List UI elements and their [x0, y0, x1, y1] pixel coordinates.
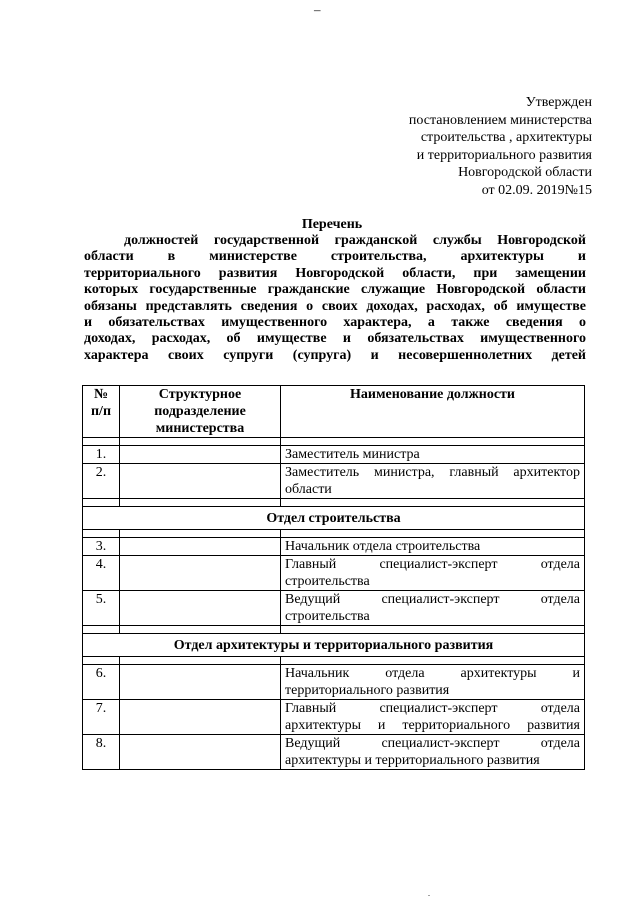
approval-block	[409, 94, 592, 199]
intro-line: которых государственные гражданские служащие Новгородской области	[84, 282, 586, 298]
row-dept	[120, 538, 281, 556]
intro-line: должностей государственной гражданской службы Новгородской	[124, 233, 586, 248]
intro-line: области в министерстве строительства, архитектуры и	[84, 249, 586, 265]
row-position-text: Заместитель министра	[285, 447, 420, 462]
row-num: 8.	[83, 735, 120, 770]
row-position: Заместитель министра, главный архитектор области	[281, 464, 585, 499]
table-row	[83, 735, 585, 770]
approval-line: строительства , архитектуры	[420, 130, 592, 145]
table-row	[83, 556, 585, 591]
table-row	[83, 591, 585, 626]
intro-line: обязаны представлять сведения о своих доходах, расходах, об имуществе	[84, 298, 586, 314]
intro-line: доходах, расходах, об имуществе и обязательствах имущественного	[84, 331, 586, 347]
positions-table	[82, 385, 585, 770]
approval-line: постановлением министерства	[408, 112, 592, 128]
row-position: Ведущий специалист-эксперт отдела архитектуры и территориального развития	[281, 735, 585, 770]
approval-line: Новгородской области	[458, 165, 592, 180]
document-intro	[84, 233, 586, 364]
document-title: Перечень	[301, 217, 363, 232]
table-spacer	[83, 499, 585, 507]
row-dept	[120, 591, 281, 626]
row-position: Начальник отдела архитектуры и территориального развития	[281, 665, 585, 700]
row-position: Главный специалист-эксперт отдела строительства	[281, 556, 585, 591]
intro-line: территориального развития Новгородской области, при замещении	[84, 265, 586, 281]
row-num: 2.	[83, 464, 120, 499]
row-num: 3.	[83, 538, 120, 556]
section-row	[83, 507, 585, 530]
row-dept	[120, 735, 281, 770]
row-dept	[120, 700, 281, 735]
header-num: № п/п	[83, 386, 120, 438]
intro-line: и обязательствах имущественного характера, а также сведения о	[84, 315, 586, 331]
section-title: Отдел архитектуры и территориального развития	[83, 634, 585, 657]
approval-line: Утвержден	[525, 95, 592, 110]
table-row	[83, 665, 585, 700]
row-position: Ведущий специалист-эксперт отдела строительства	[281, 591, 585, 626]
section-title: Отдел строительства	[83, 507, 585, 530]
row-num: 4.	[83, 556, 120, 591]
row-num: 7.	[83, 700, 120, 735]
table-header-row	[83, 386, 585, 438]
row-num: 5.	[83, 591, 120, 626]
approval-line: от 02.09. 2019№15	[481, 182, 592, 198]
row-position	[281, 538, 585, 556]
table-row	[83, 538, 585, 556]
table-row	[83, 464, 585, 499]
table-row	[83, 446, 585, 464]
approval-line: и территориального развития	[416, 147, 592, 163]
row-position: Главный специалист-эксперт отдела архитектуры и территориального развития	[281, 700, 585, 735]
row-dept	[120, 665, 281, 700]
table-spacer	[83, 657, 585, 665]
table-row	[83, 700, 585, 735]
row-num: 6.	[83, 665, 120, 700]
row-dept	[120, 464, 281, 499]
table-spacer	[83, 530, 585, 538]
row-dept	[120, 556, 281, 591]
row-position	[281, 446, 585, 464]
bottom-mark: .	[428, 889, 430, 898]
header-dept: Структурное подразделение министерства	[120, 386, 281, 438]
section-row	[83, 634, 585, 657]
top-mark: –	[314, 2, 321, 17]
row-dept	[120, 446, 281, 464]
intro-line: характера своих супруги (супруга) и несовершеннолетних детей	[84, 347, 586, 363]
header-position: Наименование должности	[281, 386, 585, 438]
table-spacer	[83, 626, 585, 634]
row-num: 1.	[83, 446, 120, 464]
row-position-text: Начальник отдела строительства	[285, 539, 481, 554]
table-spacer	[83, 438, 585, 446]
